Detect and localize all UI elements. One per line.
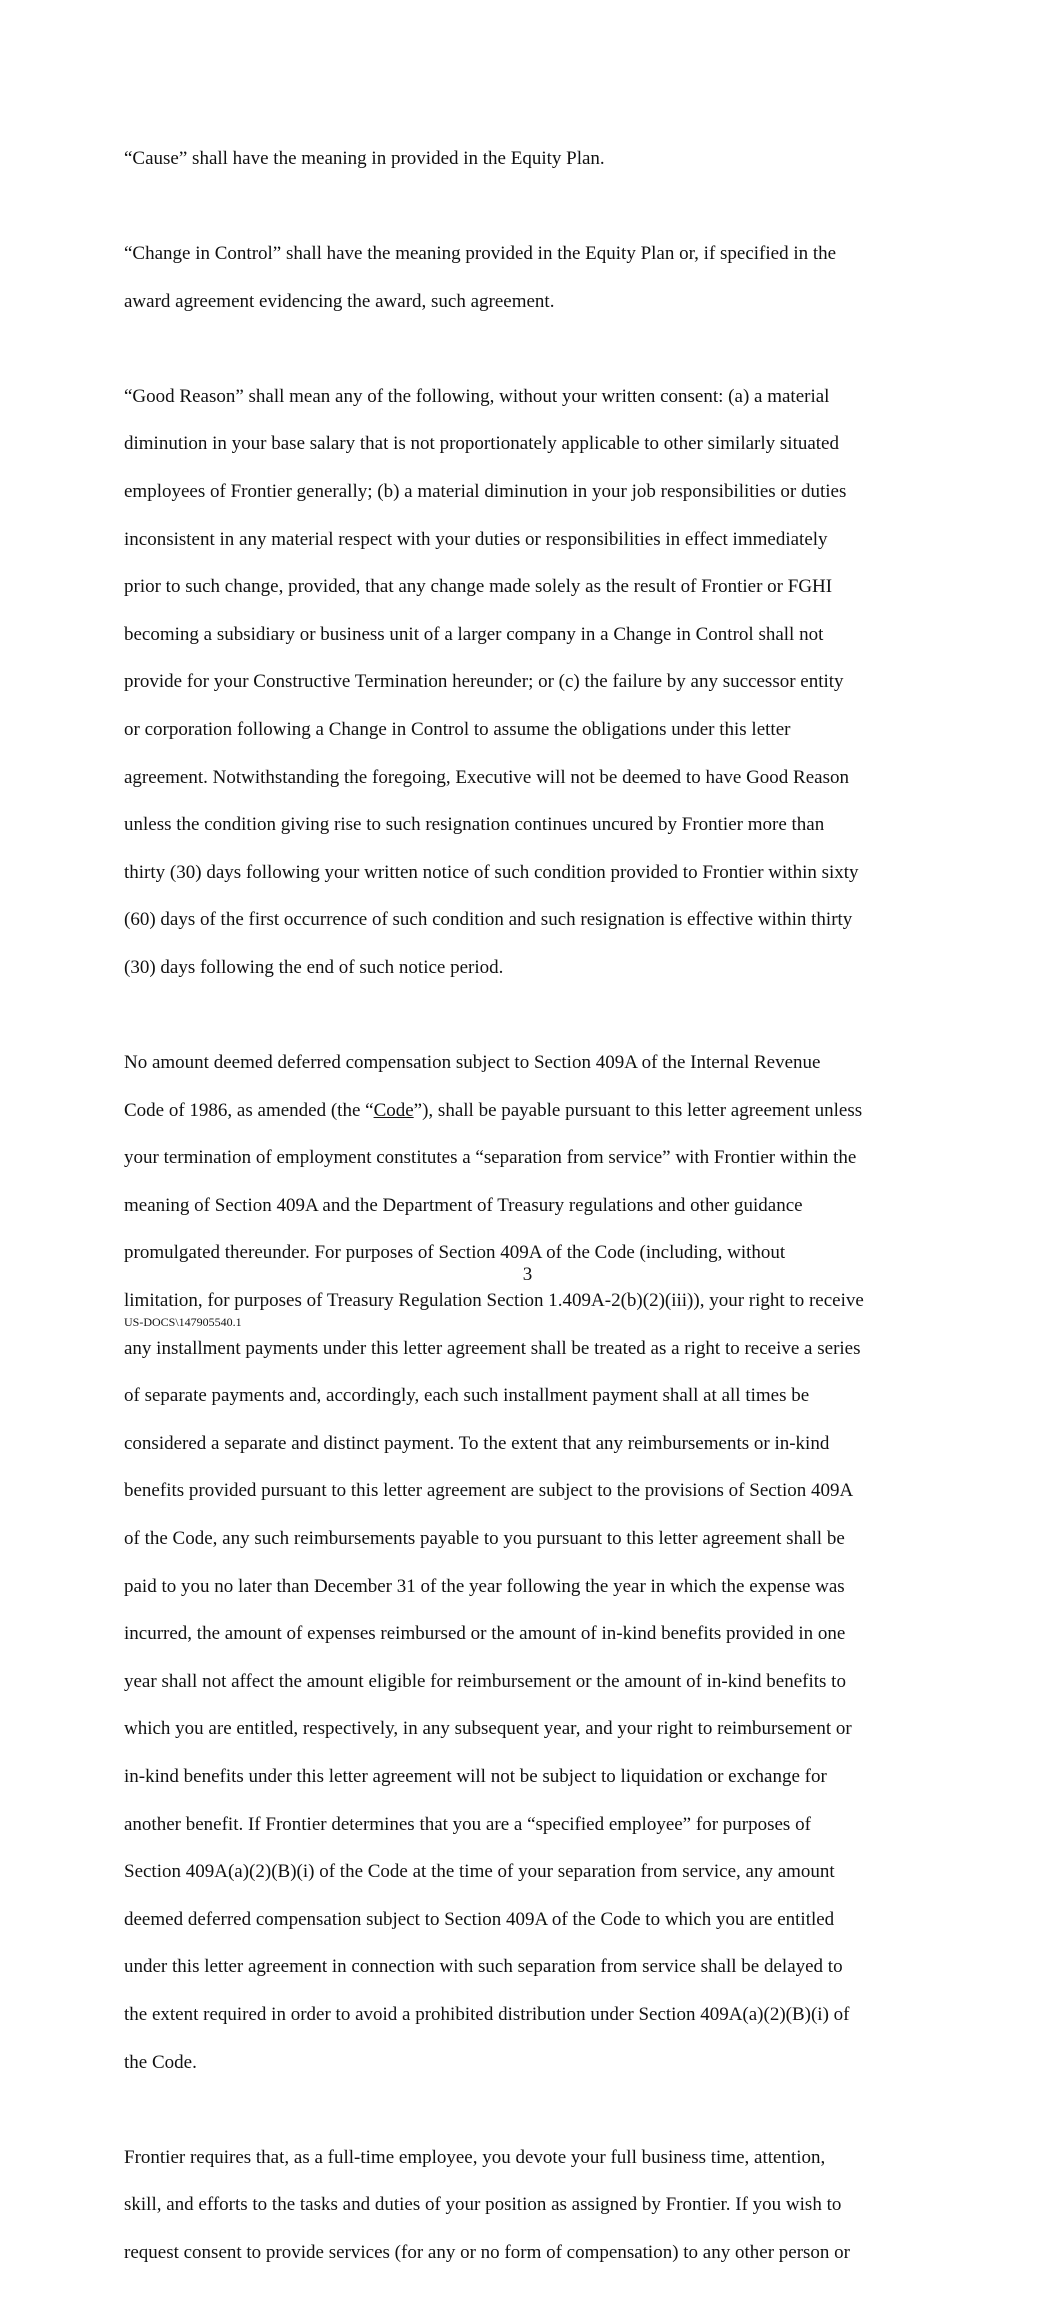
text-line: Section 409A(a)(2)(B)(i) of the Code at the time of your separation from service, any amount <box>124 1861 835 1883</box>
text-line: employees of Frontier generally; (b) a material diminution in your job responsibilities or duties <box>124 480 847 502</box>
paragraph-cause-definition <box>124 123 936 194</box>
text-line: incurred, the amount of expenses reimbursed or the amount of in-kind benefits provided in one <box>124 1623 846 1645</box>
text-line: skill, and efforts to the tasks and duties of your position as assigned by Frontier. If you wish to <box>124 2194 842 2216</box>
text-line: “Change in Control” shall have the meaning provided in the Equity Plan or, if specified in the <box>124 242 837 264</box>
text-line: “Cause” shall have the meaning in provided in the Equity Plan. <box>124 147 605 169</box>
text-line: of separate payments and, accordingly, each such installment payment shall at all times be <box>124 1385 810 1407</box>
text-line: unless the condition giving rise to such resignation continues uncured by Frontier more than <box>124 814 825 836</box>
text-line: prior to such change, provided, that any change made solely as the result of Frontier or FGHI <box>124 576 833 598</box>
text-line: benefits provided pursuant to this letter agreement are subject to the provisions of Section 409A <box>124 1480 854 1502</box>
text-line: diminution in your base salary that is not proportionately applicable to other similarly situated <box>124 433 839 455</box>
text-line: Frontier requires that, as a full-time employee, you devote your full business time, attention, <box>124 2146 826 2168</box>
paragraph-full-time-employment <box>124 2122 936 2289</box>
text-segment: Code of 1986, as amended (the “ <box>124 1099 374 1121</box>
text-line: considered a separate and distinct payment. To the extent that any reimbursements or in-kind <box>124 1432 830 1454</box>
text-line: paid to you no later than December 31 of the year following the year in which the expense was <box>124 1575 845 1597</box>
text-line <box>124 1099 936 1123</box>
text-line: No amount deemed deferred compensation subject to Section 409A of the Internal Revenue <box>124 1052 821 1074</box>
text-line: request consent to provide services (for any or no form of compensation) to any other person or <box>124 2241 851 2263</box>
text-line: which you are entitled, respectively, in any subsequent year, and your right to reimbursement or <box>124 1718 852 1740</box>
text-line: or corporation following a Change in Control to assume the obligations under this letter <box>124 718 791 740</box>
paragraph-section-409a <box>124 1027 936 2098</box>
text-line: the extent required in order to avoid a prohibited distribution under Section 409A(a)(2)(B)(i) of <box>124 2003 850 2025</box>
text-line: “Good Reason” shall mean any of the following, without your written consent: (a) a material <box>124 385 830 407</box>
text-line: (30) days following the end of such notice period. <box>124 956 504 978</box>
text-line: under this letter agreement in connection with such separation from service shall be delayed to <box>124 1956 843 1978</box>
text-line: the Code. <box>124 2051 197 2073</box>
text-line: your termination of employment constitutes a “separation from service” with Frontier within the <box>124 1147 857 1169</box>
text-line: year shall not affect the amount eligible for reimbursement or the amount of in-kind benefits to <box>124 1670 846 1692</box>
document-body <box>124 123 936 2312</box>
text-line: in-kind benefits under this letter agreement will not be subject to liquidation or exchange for <box>124 1765 827 1787</box>
text-line: inconsistent in any material respect with your duties or responsibilities in effect immediately <box>124 528 828 550</box>
page-number: 3 <box>522 1264 533 1285</box>
document-id: US-DOCS\147905540.1 <box>124 1315 242 1329</box>
text-line: another benefit. If Frontier determines that you are a “specified employee” for purposes of <box>124 1813 811 1835</box>
text-line: provide for your Constructive Termination hereunder; or (c) the failure by any successor entity <box>124 671 844 693</box>
paragraph-good-reason-definition <box>124 361 936 1004</box>
text-line: meaning of Section 409A and the Department of Treasury regulations and other guidance <box>124 1194 803 1216</box>
text-line: of the Code, any such reimbursements payable to you pursuant to this letter agreement shall be <box>124 1528 845 1550</box>
text-line: agreement. Notwithstanding the foregoing, Executive will not be deemed to have Good Reason <box>124 766 849 788</box>
text-segment: ”), shall be payable pursuant to this letter agreement unless <box>413 1099 863 1121</box>
text-line: (60) days of the first occurrence of such condition and such resignation is effective within thirty <box>124 909 853 931</box>
text-line: deemed deferred compensation subject to Section 409A of the Code to which you are entitled <box>124 1908 835 1930</box>
text-line: any installment payments under this letter agreement shall be treated as a right to receive a series <box>124 1337 861 1359</box>
text-line: limitation, for purposes of Treasury Regulation Section 1.409A-2(b)(2)(iii)), your right to receive <box>124 1290 864 1312</box>
text-line: award agreement evidencing the award, such agreement. <box>124 290 555 312</box>
text-line: promulgated thereunder. For purposes of Section 409A of the Code (including, without <box>124 1242 786 1264</box>
paragraph-change-in-control-definition <box>124 218 936 337</box>
text-line: thirty (30) days following your written notice of such condition provided to Frontier within sixty <box>124 861 859 883</box>
defined-term-code: Code <box>373 1099 414 1121</box>
text-line: becoming a subsidiary or business unit of a larger company in a Change in Control shall not <box>124 623 824 645</box>
